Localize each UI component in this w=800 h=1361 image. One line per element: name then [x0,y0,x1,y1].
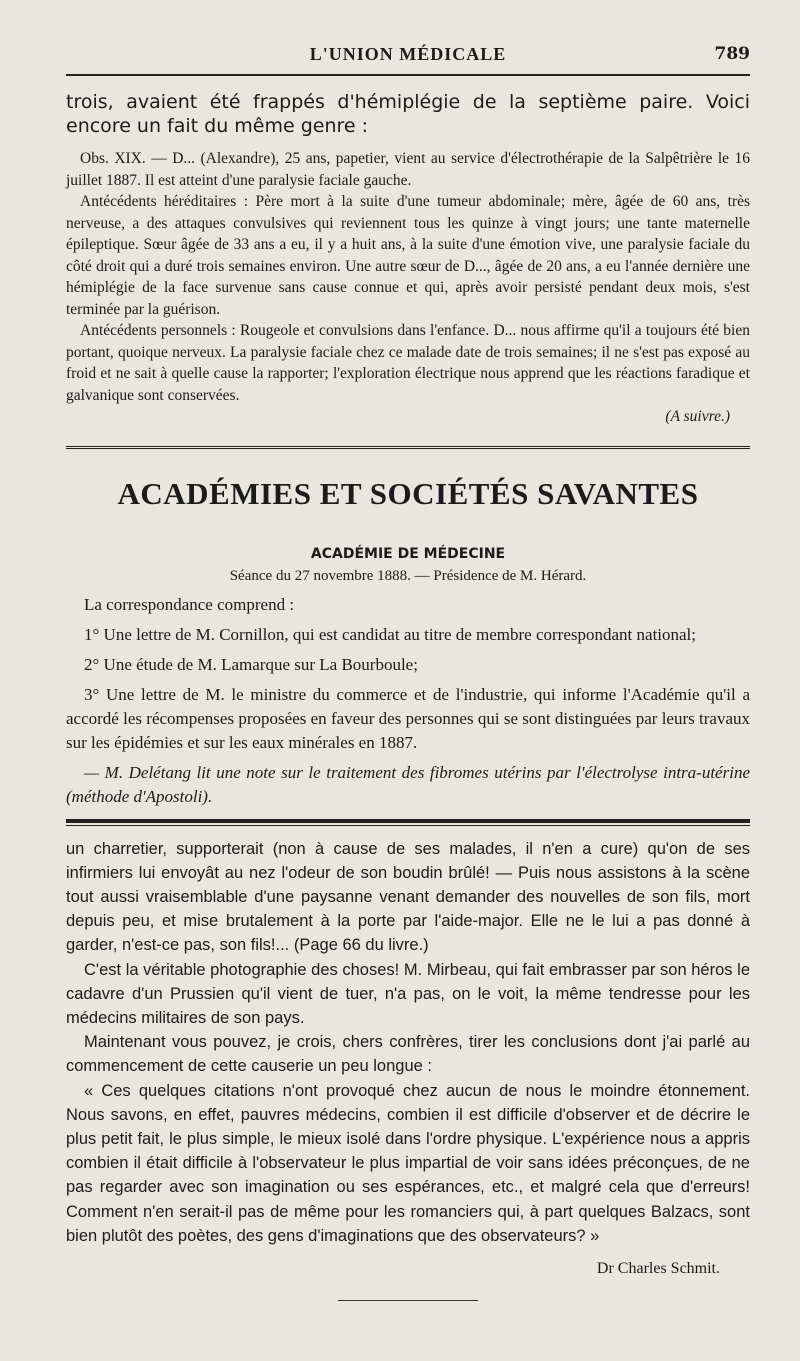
journal-title: L'UNION MÉDICALE [309,44,507,64]
feuilleton-paragraph-1: un charretier, supporterait (non à cause de ses malades, il n'en a cure) qu'on de ses infirmiers lui envoyât au nez l'odeur de son boudin brûlé! — Puis nous assistons à la scène tout aussi vraisemblable d'une paysanne venant demander des nouvelles de son fils, mort depuis peu, et mise brutalement à la porte par l'aide-major. Elle ne le lui a pas donné à garder, n'est-ce pas, son fils!... (Page 66 du livre.) [66,839,750,955]
feuilleton-quote: « Ces quelques citations n'ont provoqué chez aucun de nous le moindre étonnement. Nous savons, en effet, pauvres médecins, combien il est difficile d'observer et de décrire le plus petit fait, le plus simple, le mieux isolé dans l'ordre physique. L'expérience nous a appris combien il était difficile à l'observateur le plus impartial de voir sans idées préconçues, de ne pas regarder avec son imagination ou ses espérances, etc., et malgré cela que d'erreurs! Comment n'en serait-il pas de même pour les romanciers qui, à part quelques Balzacs, sont bien plutôt des poètes, des gens d'imaginations que des observateurs? » [66,1081,750,1245]
page-number: 789 [714,44,750,64]
personal-antecedents-paragraph: Antécédents personnels : Rougeole et convulsions dans l'enfance. D... nous affirme qu'il a toujours été bien portant, quoique nerveux. La paralysie faciale chez ce malade date de trois semaines; il ne s'est pas exposé au froid et ne sait à quelle cause la rapporter; l'exploration électrique nous apprend que les réactions faradique et galvanique sont conservées. [66,322,750,404]
signature: Dr Charles Schmit. [596,1259,720,1277]
feuilleton-divider [66,819,750,823]
section-subtitle: ACADÉMIE DE MÉDECINE [310,545,506,562]
to-be-continued: (A suivre.) [665,408,730,425]
academy-proceedings [66,593,750,809]
end-rule [338,1300,478,1301]
section-title: ACADÉMIES ET SOCIÉTÉS SAVANTES [117,475,699,511]
intro-paragraph: trois, avaient été frappés d'hémiplégie de la septième paire. Voici encore un fait du même genre : [66,91,750,137]
seance-line: Séance du 27 novembre 1888. — Présidence de M. Hérard. [229,567,587,584]
correspondence-item-1: 1° Une lettre de M. Cornillon, qui est candidat au titre de membre correspondant national; [84,624,697,644]
feuilleton-paragraph-2: C'est la véritable photographie des choses! M. Mirbeau, qui fait embrasser par son héros le cadavre d'un Prussien qu'il vient de tuer, n'a pas, on le voit, la même tendresse pour les médecins militaires de son pays. [66,960,750,1027]
correspondence-item-3: 3° Une lettre de M. le ministre du commerce et de l'industrie, qui informe l'Académie qu'il a accordé les récompenses proposées en faveur des personnes qui se sont distinguées par leurs travaux sur les épidémies et sur les eaux minérales en 1887. [66,684,750,752]
correspondence-intro: La correspondance comprend : [84,594,295,614]
feuilleton-block [66,837,750,1248]
header-rule [66,74,750,76]
observation-heading-paragraph: Obs. XIX. — D... (Alexandre), 25 ans, papetier, vient au service d'électrothérapie de la Salpêtrière le 16 juillet 1887. Il est atteint d'une paralysie faciale gauche. [66,150,750,189]
correspondence-item-2: 2° Une étude de M. Lamarque sur La Bourboule; [84,654,418,674]
observation-block [66,148,750,428]
hereditary-antecedents-paragraph: Antécédents héréditaires : Père mort à la suite d'une tumeur abdominale; mère, âgée de 60 ans, très nerveuse, a des attaques convulsives qui reviennent tous les quinze à vingt jours; une tante maternelle épileptique. Sœur âgée de 33 ans a eu, il y a huit ans, à la suite d'une émotion vive, une paralysie faciale du côté droit qui a duré trois semaines environ. Une autre sœur de D..., âgée de 20 ans, a eu l'année dernière une hémiplégie de la face survenue sans cause connue et qui, après avoir persisté pendant deux mois, s'est terminée par la guérison. [66,193,750,318]
section-divider [66,446,750,454]
deletang-note: — M. Delétang lit une note sur le traitement des fibromes utérins par l'électrolyse intra-utérine (méthode d'Apostoli). [66,762,750,806]
page-header [66,0,750,75]
feuilleton-paragraph-3: Maintenant vous pouvez, je crois, chers confrères, tirer les conclusions dont j'ai parlé au commencement de cette causerie un peu longue : [66,1033,750,1076]
